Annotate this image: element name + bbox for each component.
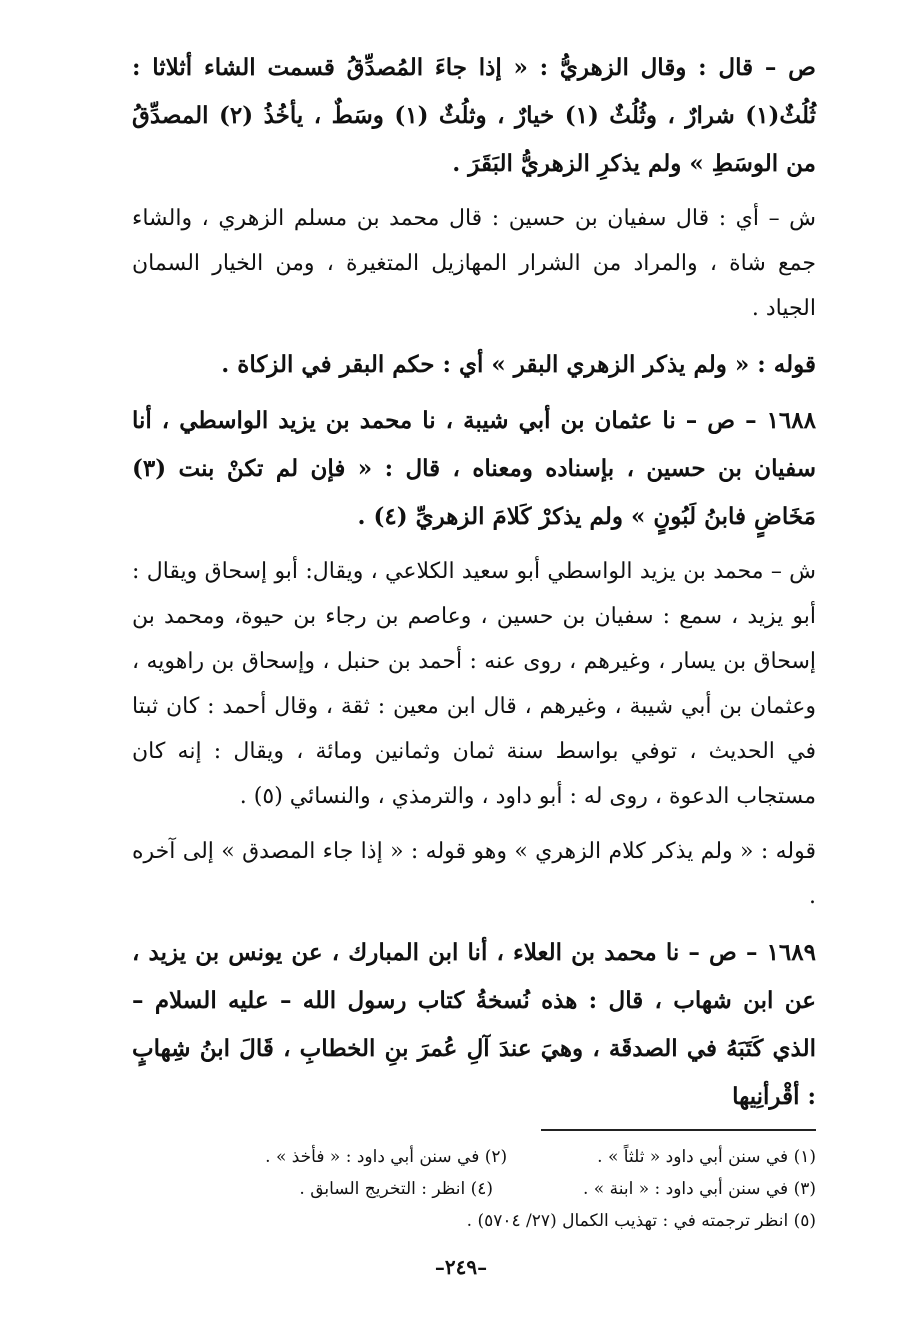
footnote-3: (٣) في سنن أبي داود : « ابنة » .	[583, 1179, 816, 1199]
hadith-text-paragraph: ص – قال : وقال الزهريُّ : « إذا جاءَ المُصدِّقُ قسمت الشاء أثلاثا : ثُلُثٌ(١) شرارٌ ، وثُلُثٌ (١) خيارٌ ، وثلُثٌ (١) وسَطٌ ، يأخُذُ (٢) المصدِّقُ من الوسَطِ » ولم يذكرِ الزهريُّ البَقَرَ .	[132, 54, 816, 177]
footnote-1: (١) في سنن أبي داود « ثلثاً » .	[597, 1147, 816, 1167]
footnote-4: (٤) انظر : التخريج السابق .	[299, 1179, 493, 1199]
footnote-2: (٢) في سنن أبي داود : « فأخذ » .	[265, 1147, 508, 1167]
footnote-row	[132, 1141, 816, 1173]
footnote-separator	[541, 1129, 816, 1131]
commentary-paragraph: قوله : « ولم يذكر الزهري البقر » أي : حكم البقر في الزكاة .	[221, 351, 816, 378]
narrator-biography-paragraph: ش – محمد بن يزيد الواسطي أبو سعيد الكلاعي ، ويقال: أبو إسحاق ويقال : أبو يزيد ، سمع : سفيان بن حسين ، وعاصم بن رجاء بن حيوة، ومحمد بن إسحاق بن يسار ، وغيرهم ، روى عنه : أحمد بن حنبل ، وإسحاق بن راهويه ، وعثمان بن أبي شيبة ، وغيرهم ، قال ابن معين : ثقة ، وقال أحمد : كان ثبتا في الحديث ، توفي بواسط سنة ثمان وثمانين ومائة ، ويقال : إنه كان مستجاب الدعوة ، روى له : أبو داود ، والترمذي ، والنسائي (٥) .	[132, 559, 816, 809]
footnotes	[132, 1141, 816, 1237]
commentary-paragraph: قوله : « ولم يذكر كلام الزهري » وهو قوله : « إذا جاء المصدق » إلى آخره .	[132, 839, 816, 909]
footnote-row	[132, 1205, 816, 1237]
footnote-row	[132, 1173, 816, 1205]
hadith-1689-paragraph: ١٦٨٩ – ص – نا محمد بن العلاء ، أنا ابن المبارك ، عن يونس بن يزيد ، عن ابن شهاب ، قال : هذه نُسخةُ كتاب رسول الله – عليه السلام – الذي كَتَبَهُ في الصدقَة ، وهيَ عندَ آلِ عُمرَ بنِ الخطابِ ، قَالَ ابنُ شِهابٍ : أقْرأنِيها	[132, 939, 816, 1110]
footnote-5: (٥) انظر ترجمته في : تهذيب الكمال (٢٧/ ٥٧٠٤) .	[466, 1211, 816, 1231]
commentary-paragraph: ش – أي : قال سفيان بن حسين : قال محمد بن مسلم الزهري ، والشاء جمع شاة ، والمراد من الشرار المهازيل المتغيرة ، ومن الخيار السمان الجياد .	[132, 206, 816, 321]
hadith-1688-paragraph: ١٦٨٨ – ص – نا عثمان بن أبي شيبة ، نا محمد بن يزيد الواسطي ، أنا سفيان بن حسين ، بإسناده ومعناه ، قال : « فإن لم تكنْ بنت (٣) مَخَاضٍ فابنُ لَبُونٍ » ولم يذكرْ كَلامَ الزهريِّ (٤) .	[132, 407, 816, 530]
page-number: –٢٤٩–	[434, 1255, 488, 1279]
